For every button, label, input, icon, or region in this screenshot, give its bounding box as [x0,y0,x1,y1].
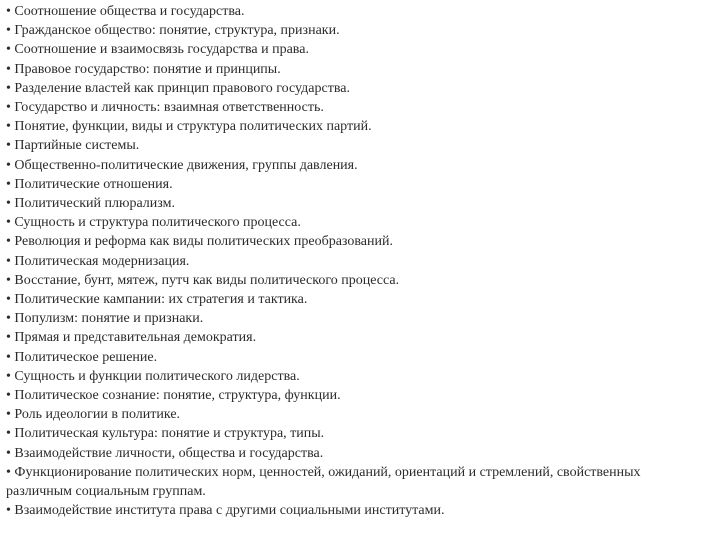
list-item-text: Сущность и структура политического процесса. [14,215,301,231]
list-item [6,40,706,59]
list-item [6,60,706,79]
bullet: • [6,119,11,135]
list-item [6,271,706,290]
list-item [6,444,706,463]
bullet: • [6,464,11,480]
list-item [6,252,706,271]
bullet: • [6,215,11,231]
bullet: • [6,61,11,77]
list-item [6,194,706,213]
bullet: • [6,330,11,346]
list-item-text: Восстание, бунт, мятеж, путч как виды политического процесса. [14,272,400,288]
list-item [6,79,706,98]
list-item-text: Политическая модернизация. [14,253,190,269]
list-item-text: Гражданское общество: понятие, структура, признаки. [14,23,340,39]
list-item [6,328,706,347]
bullet: • [6,138,11,154]
list-item [6,348,706,367]
list-item-text: Политические отношения. [14,176,173,192]
list-item-text: Политические кампании: их стратегия и тактика. [14,292,308,308]
list-item-text: Соотношение и взаимосвязь государства и права. [14,42,309,58]
bullet: • [6,311,11,327]
bullet: • [6,157,11,173]
list-item [6,136,706,155]
bullet: • [6,176,11,192]
list-item-text: Прямая и представительная демократия. [14,330,257,346]
list-item-text: Популизм: понятие и признаки. [14,311,204,327]
list-item [6,309,706,328]
list-item [6,290,706,309]
list-item-text: Соотношение общества и государства. [14,4,245,19]
bullet: • [6,445,11,461]
list-item-text: Взаимодействие института права с другими социальными институтами. [14,503,445,519]
list-item-text: Политическое решение. [14,349,158,365]
bullet: • [6,272,11,288]
bullet: • [6,292,11,308]
list-item [6,98,706,117]
list-item-text: Революция и реформа как виды политических преобразований. [14,234,393,250]
bullet: • [6,234,11,250]
bullet: • [6,23,11,39]
bullet: • [6,349,11,365]
list-item [6,213,706,232]
bullet: • [6,100,11,116]
list-item-text: Партийные системы. [14,138,140,154]
list-item [6,117,706,136]
list-item [6,386,706,405]
list-item [6,175,706,194]
bullet: • [6,253,11,269]
list-item [6,232,706,251]
list-item [6,424,706,443]
bullet: • [6,42,11,58]
list-item-text: Политическое сознание: понятие, структура, функции. [14,388,341,404]
list-item-text: Политический плюрализм. [14,196,175,212]
list-item [6,156,706,175]
list-item-text: Взаимодействие личности, общества и государства. [14,445,324,461]
bullet: • [6,426,11,442]
list-item-text: Политическая культура: понятие и структура, типы. [14,426,325,442]
list-item [6,501,706,520]
bullet: • [6,407,11,423]
list-item-text: Разделение властей как принцип правового государства. [14,80,350,96]
list-item-text: Роль идеологии в политике. [14,407,181,423]
list-item [6,405,706,424]
list-item-text: Правовое государство: понятие и принципы. [14,61,281,77]
list-item [6,367,706,386]
bullet: • [6,4,11,19]
list-item [6,2,706,21]
list-item-text: Сущность и функции политического лидерства. [14,368,300,384]
list-item-text: Понятие, функции, виды и структура политических партий. [14,119,372,135]
bullet: • [6,388,11,404]
bullet: • [6,196,11,212]
list-item [6,21,706,40]
topic-list [6,2,706,520]
list-item [6,463,706,501]
list-item-text: Функционирование политических норм, ценностей, ожиданий, ориентаций и стремлений, свойственных различным социальным группам. [6,464,641,500]
bullet: • [6,368,11,384]
list-item-text: Общественно-политические движения, группы давления. [14,157,358,173]
bullet: • [6,80,11,96]
list-item-text: Государство и личность: взаимная ответственность. [14,100,324,116]
bullet: • [6,503,11,519]
